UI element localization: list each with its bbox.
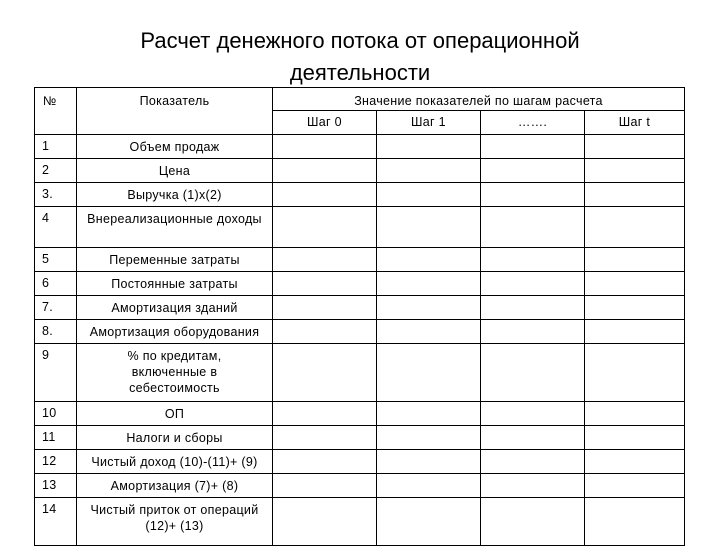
value-cell: [585, 402, 685, 426]
value-cell: [481, 183, 585, 207]
value-cell: [377, 320, 481, 344]
value-cell: [377, 159, 481, 183]
table-row: [35, 207, 685, 248]
table-row: [35, 402, 685, 426]
value-cell: [585, 159, 685, 183]
value-cell: [377, 272, 481, 296]
value-cell: [273, 272, 377, 296]
value-cell: [377, 498, 481, 546]
row-indicator: ОП: [77, 402, 273, 426]
value-cell: [273, 498, 377, 546]
row-number: 3.: [35, 183, 77, 207]
value-cell: [273, 159, 377, 183]
header-step-1: Шаг 1: [377, 111, 481, 135]
table-row: [35, 159, 685, 183]
row-indicator: Переменные затраты: [77, 248, 273, 272]
value-cell: [585, 474, 685, 498]
header-values-group: Значение показателей по шагам расчета: [273, 88, 685, 111]
header-indicator: Показатель: [77, 88, 273, 135]
row-indicator: Выручка (1)х(2): [77, 183, 273, 207]
value-cell: [377, 296, 481, 320]
title-line-2: деятельности: [289, 60, 431, 85]
value-cell: [273, 183, 377, 207]
table-row: [35, 450, 685, 474]
value-cell: [585, 498, 685, 546]
table-row: [35, 183, 685, 207]
value-cell: [481, 474, 585, 498]
value-cell: [481, 207, 585, 248]
row-indicator: Чистый доход (10)-(11)+ (9): [77, 450, 273, 474]
value-cell: [273, 344, 377, 402]
row-number: 11: [35, 426, 77, 450]
row-indicator: Чистый приток от операций (12)+ (13): [77, 498, 273, 546]
value-cell: [585, 426, 685, 450]
value-cell: [377, 426, 481, 450]
table-row: [35, 296, 685, 320]
value-cell: [273, 296, 377, 320]
value-cell: [585, 450, 685, 474]
value-cell: [273, 474, 377, 498]
row-number: 10: [35, 402, 77, 426]
value-cell: [273, 207, 377, 248]
value-cell: [377, 207, 481, 248]
value-cell: [585, 296, 685, 320]
value-cell: [585, 320, 685, 344]
value-cell: [273, 320, 377, 344]
value-cell: [273, 402, 377, 426]
value-cell: [585, 344, 685, 402]
row-number: 2: [35, 159, 77, 183]
value-cell: [377, 135, 481, 159]
value-cell: [481, 159, 585, 183]
value-cell: [481, 498, 585, 546]
value-cell: [377, 248, 481, 272]
row-indicator: Налоги и сборы: [77, 426, 273, 450]
value-cell: [273, 135, 377, 159]
table-row: [35, 135, 685, 159]
title-line-1: Расчет денежного потока от операционной: [140, 28, 580, 53]
row-number: 9: [35, 344, 77, 402]
table-row: [35, 474, 685, 498]
row-number: 14: [35, 498, 77, 546]
value-cell: [585, 135, 685, 159]
value-cell: [273, 426, 377, 450]
row-number: 1: [35, 135, 77, 159]
header-step-0: Шаг 0: [273, 111, 377, 135]
table-row: [35, 344, 685, 402]
row-indicator: % по кредитам, включенные в себестоимость: [77, 344, 273, 402]
value-cell: [377, 183, 481, 207]
value-cell: [377, 344, 481, 402]
row-indicator: Внереализационные доходы: [77, 207, 273, 248]
header-step-t: Шаг t: [585, 111, 685, 135]
table-row: [35, 426, 685, 450]
value-cell: [481, 402, 585, 426]
header-number: №: [35, 88, 77, 135]
table-row: [35, 498, 685, 546]
row-indicator: Амортизация зданий: [77, 296, 273, 320]
table-row: [35, 248, 685, 272]
row-number: 5: [35, 248, 77, 272]
row-number: 12: [35, 450, 77, 474]
table-row: [35, 272, 685, 296]
value-cell: [585, 207, 685, 248]
row-indicator: Постоянные затраты: [77, 272, 273, 296]
row-indicator: Амортизация (7)+ (8): [77, 474, 273, 498]
table-row: [35, 320, 685, 344]
row-number: 8.: [35, 320, 77, 344]
value-cell: [481, 135, 585, 159]
cash-flow-table: [34, 87, 685, 546]
row-indicator: Объем продаж: [77, 135, 273, 159]
value-cell: [481, 344, 585, 402]
value-cell: [481, 450, 585, 474]
value-cell: [585, 248, 685, 272]
value-cell: [481, 248, 585, 272]
page-title: [0, 25, 720, 89]
header-step-ellipsis: …….: [481, 111, 585, 135]
value-cell: [273, 450, 377, 474]
value-cell: [481, 320, 585, 344]
value-cell: [481, 272, 585, 296]
value-cell: [273, 248, 377, 272]
value-cell: [377, 474, 481, 498]
row-indicator: Цена: [77, 159, 273, 183]
value-cell: [481, 426, 585, 450]
row-number: 13: [35, 474, 77, 498]
row-number: 6: [35, 272, 77, 296]
row-indicator: Амортизация оборудования: [77, 320, 273, 344]
value-cell: [585, 183, 685, 207]
value-cell: [377, 402, 481, 426]
row-number: 7.: [35, 296, 77, 320]
value-cell: [481, 296, 585, 320]
value-cell: [585, 272, 685, 296]
row-number: 4: [35, 207, 77, 248]
value-cell: [377, 450, 481, 474]
